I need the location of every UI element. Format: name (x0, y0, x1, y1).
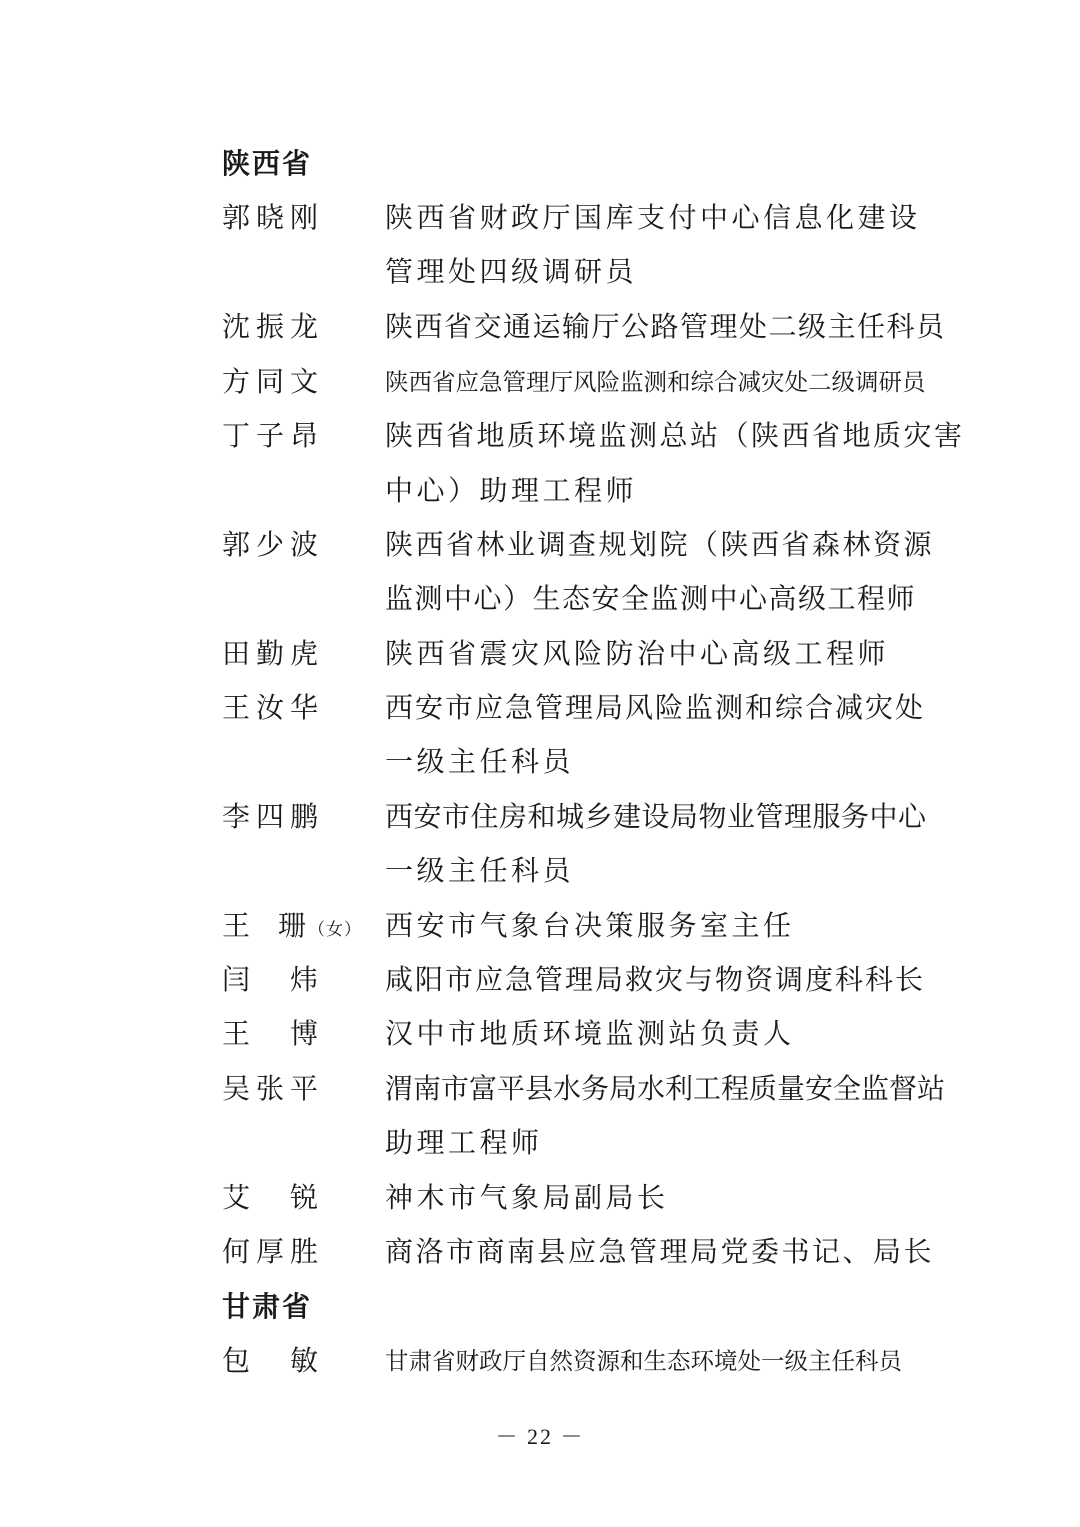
person-name: 郭少波 (222, 528, 325, 561)
section-heading-shaanxi: 陕西省 (222, 147, 313, 180)
person-name: 田勤虎 (222, 637, 325, 670)
position-line: 商洛市商南县应急管理局党委书记、局长 (385, 1235, 935, 1268)
position-line: 西安市住房和城乡建设局物业管理服务中心 (385, 800, 927, 833)
person-name: 丁子昂 (222, 419, 325, 452)
person-name: 艾 锐 (222, 1181, 325, 1214)
person-name: 包 敏 (222, 1344, 325, 1377)
person-name: 方同文 (222, 365, 325, 398)
position-line: 陕西省林业调查规划院（陕西省森林资源 (385, 528, 935, 561)
position-line: 咸阳市应急管理局救灾与物资调度科科长 (385, 963, 926, 996)
position-line: 陕西省应急管理厅风险监测和综合减灾处二级调研员 (385, 368, 926, 396)
person-name-with-note (222, 906, 362, 950)
gender-note: （女） (308, 920, 363, 940)
position-line: 陕西省地质环境监测总站（陕西省地质灾害 (385, 419, 965, 452)
position-line: 管理处四级调研员 (385, 255, 638, 288)
section-heading-gansu: 甘肃省 (222, 1290, 313, 1323)
position-line: 监测中心）生态安全监测中心高级工程师 (385, 582, 917, 615)
position-line: 助理工程师 (385, 1126, 543, 1159)
position-line: 西安市应急管理局风险监测和综合减灾处 (385, 691, 926, 724)
position-line: 中心）助理工程师 (385, 474, 638, 507)
position-line: 陕西省震灾风险防治中心高级工程师 (385, 637, 890, 670)
person-name: 王汝华 (222, 691, 325, 724)
person-name: 李四鹏 (222, 800, 325, 833)
position-line: 渭南市富平县水务局水利工程质量安全监督站 (385, 1072, 946, 1105)
position-line: 汉中市地质环境监测站负责人 (385, 1017, 795, 1050)
position-line: 陕西省财政厅国库支付中心信息化建设 (385, 201, 921, 234)
person-name: 何厚胜 (222, 1235, 325, 1268)
page-number: － 22 － (495, 1424, 585, 1449)
position-line: 甘肃省财政厅自然资源和生态环境处一级主任科员 (385, 1347, 902, 1375)
person-name: 吴张平 (222, 1072, 325, 1105)
position-line: 神木市气象局副局长 (385, 1181, 669, 1214)
person-name: 王 博 (222, 1017, 325, 1050)
position-line: 陕西省交通运输厅公路管理处二级主任科员 (385, 310, 946, 343)
person-name: 王 珊 (222, 909, 307, 942)
person-name: 沈振龙 (222, 310, 325, 343)
position-line: 一级主任科员 (385, 854, 575, 887)
person-name: 郭晓刚 (222, 201, 325, 234)
position-line: 一级主任科员 (385, 745, 575, 778)
position-line: 西安市气象台决策服务室主任 (385, 909, 795, 942)
person-name: 闫 炜 (222, 963, 325, 996)
